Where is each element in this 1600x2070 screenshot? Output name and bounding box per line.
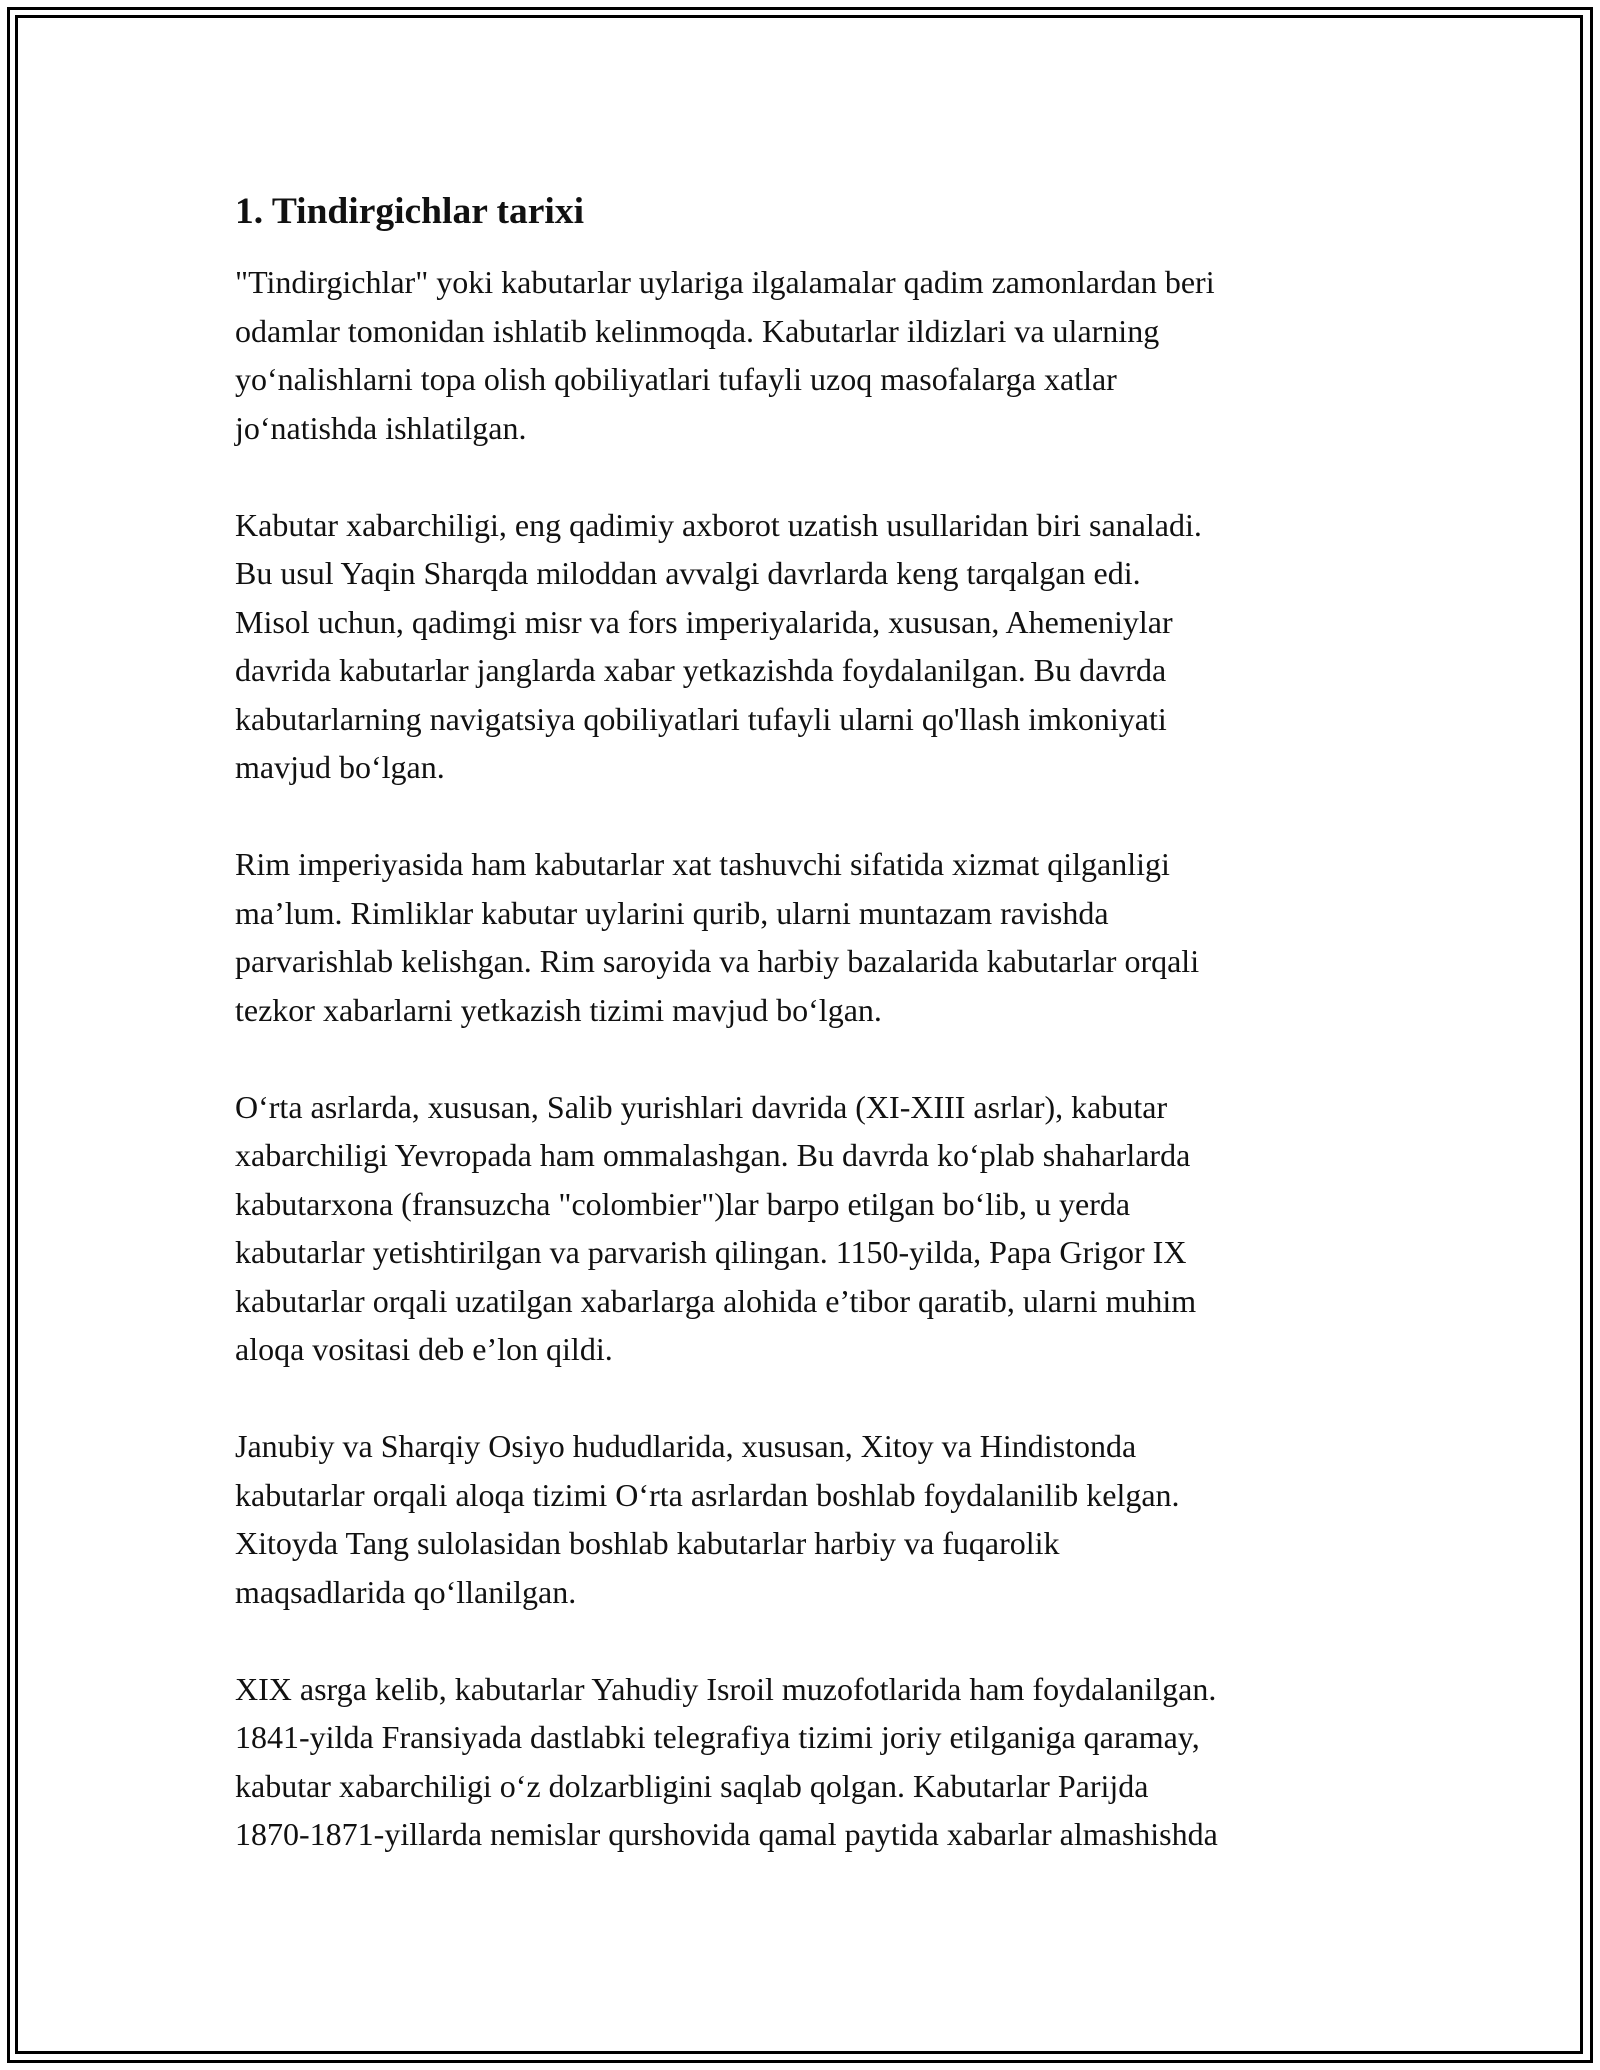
paragraph-2: Kabutar xabarchiligi, eng qadimiy axborot uzatish usullaridan biri sanaladi. Bu usul Yaqin Sharqda miloddan avvalgi davrlarda keng tarqalgan edi. Misol uchun, qadimgi misr va fors imperiyalarida, xususan, Ahemeniylar davrida kabutarlar janglarda xabar yetkazishda foydalanilgan. Bu davrda kabutarlarning navigatsiya qobiliyatlari tufayli ularni qo'llash imkoniyati mavjud bo‘lgan. [235, 506, 1202, 785]
paragraph-6: XIX asrga kelib, kabutarlar Yahudiy Isroil muzofotlarida ham foydalanilgan. 1841-yilda Fransiyada dastlabki telegrafiya tizimi joriy etilganiga qaramay, kabutar xabarchiligi o‘z dolzarbligini saqlab qolgan. Kabutarlar Parijda 1870-1871-yillarda nemislar qurshovida qamal paytida xabarlar almashishda [235, 1670, 1218, 1852]
page-title: 1. Tindirgichlar tarixi [235, 191, 584, 232]
paragraph-4: O‘rta asrlarda, xususan, Salib yurishlari davrida (XI-XIII asrlar), kabutar xabarchiligi Yevropada ham ommalashgan. Bu davrda ko‘plab shaharlarda kabutarxona (fransuzcha "colombier")lar barpo etilgan bo‘lib, u yerda kabutarlar yetishtirilgan va parvarish qilingan. 1150-yilda, Papa Grigor IX kabutarlar orqali uzatilgan xabarlarga alohida e’tibor qaratib, ularni muhim aloqa vositasi deb e’lon qildi. [235, 1088, 1197, 1367]
paragraph-1: "Tindirgichlar" yoki kabutarlar uylariga ilgalamalar qadim zamonlardan beri odamlar tomonidan ishlatib kelinmoqda. Kabutarlar ildizlari va ularning yo‘nalishlarni topa olish qobiliyatlari tufayli uzoq masofalarga xatlar jo‘natishda ishlatilgan. [235, 264, 1215, 446]
document-body [235, 185, 1375, 1907]
paragraph-5: Janubiy va Sharqiy Osiyo hududlarida, xususan, Xitoy va Hindistonda kabutarlar orqali aloqa tizimi O‘rta asrlardan boshlab foydalanilib kelgan. Xitoyda Tang sulolasidan boshlab kabutarlar harbiy va fuqarolik maqsadlarida qo‘llanilgan. [235, 1428, 1180, 1610]
paragraph-3: Rim imperiyasida ham kabutarlar xat tashuvchi sifatida xizmat qilganligi ma’lum. Rimliklar kabutar uylarini qurib, ularni muntazam ravishda parvarishlab kelishgan. Rim saroyida va harbiy bazalarida kabutarlar orqali tezkor xabarlarni yetkazish tizimi mavjud bo‘lgan. [235, 846, 1200, 1028]
